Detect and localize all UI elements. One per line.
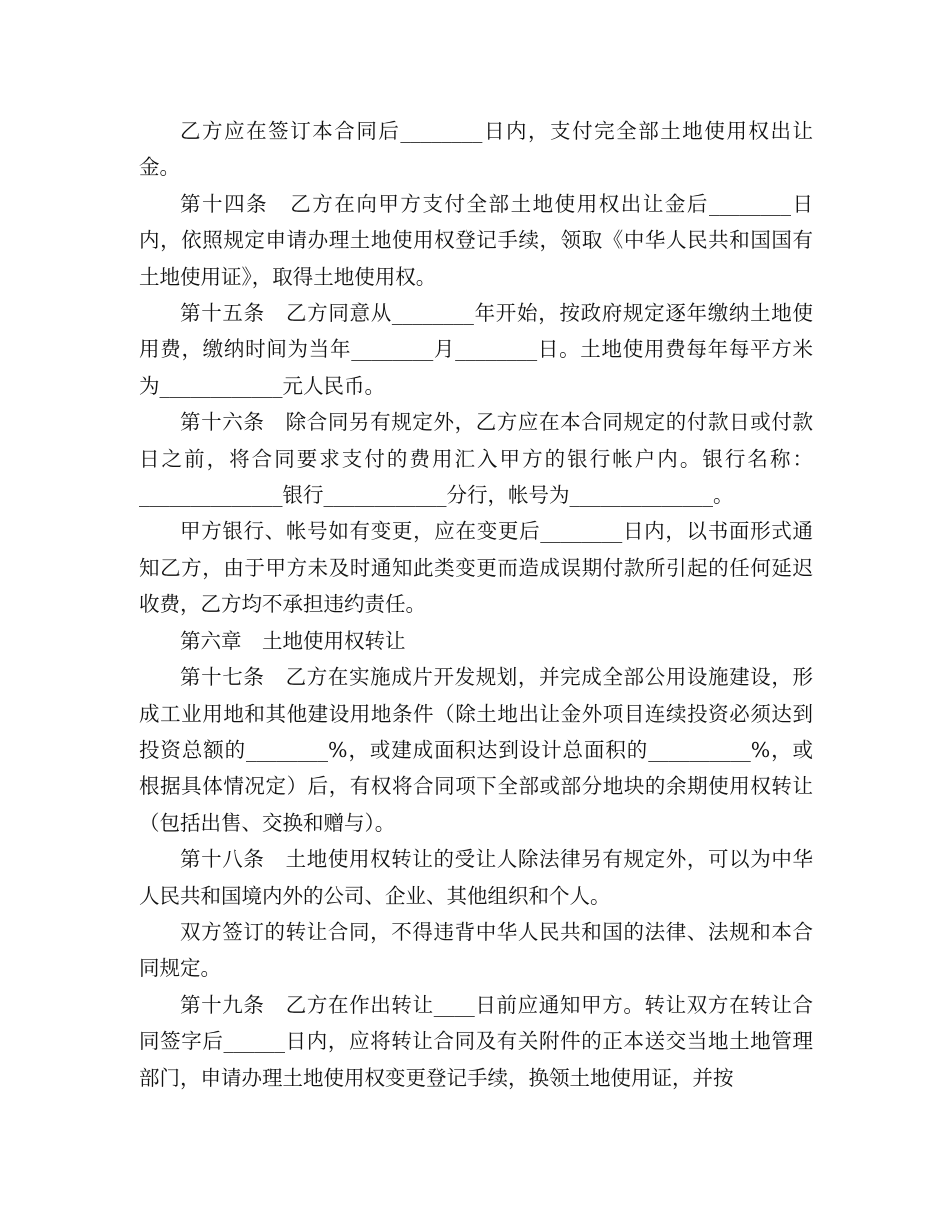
contract-page: [139, 113, 813, 1096]
paragraph-article-18: 第十八条 土地使用权转让的受让人除法律另有规定外，可以为中华人民共和国境内外的公司、企业、其他组织和个人。: [139, 847, 813, 908]
paragraph-transfer-contract: 双方签订的转让合同，不得违背中华人民共和国的法律、法规和本合同规定。: [139, 919, 813, 981]
paragraph-payment-deadline: 乙方应在签订本合同后________日内，支付完全部土地使用权出让金。: [139, 119, 813, 180]
paragraph-article-19: 第十九条 乙方在作出转让____日前应通知甲方。转让双方在转让合同签字后______日内，应将转让合同及有关附件的正本送交当地土地管理部门，申请办理土地使用权变更登记手续，换领土地使用证，并按: [139, 992, 813, 1090]
paragraph-article-17: 第十七条 乙方在实施成片开发规划，并完成全部公用设施建设，形成工业用地和其他建设用地条件（除土地出让金外项目连续投资必须达到投资总额的________%，或建成面积达到设计总面积的__________%，或根据具体情况定）后，有权将合同项下全部或部分地块的余期使用权转让（包括出售、交换和赠与）。: [139, 665, 813, 835]
paragraph-article-16: 第十六条 除合同另有规定外，乙方应在本合同规定的付款日或付款日之前，将合同要求支付的费用汇入甲方的银行帐户内。银行名称：______________银行____________分行，帐号为______________。: [139, 410, 813, 508]
paragraph-bank-change: 甲方银行、帐号如有变更，应在变更后________日内，以书面形式通知乙方，由于甲方未及时通知此类变更而造成误期付款所引起的任何延迟收费，乙方均不承担违约责任。: [139, 519, 813, 617]
chapter-6-heading: 第六章 土地使用权转让: [180, 628, 406, 653]
paragraph-article-15: 第十五条 乙方同意从________年开始，按政府规定逐年缴纳土地使用费，缴纳时间为当年________月________日。土地使用费每年每平方米为____________元人民币。: [139, 301, 813, 398]
paragraph-article-14: 第十四条 乙方在向甲方支付全部土地使用权出让金后________日内，依照规定申请办理土地使用权登记手续，领取《中华人民共和国国有土地使用证》，取得土地使用权。: [139, 191, 813, 289]
